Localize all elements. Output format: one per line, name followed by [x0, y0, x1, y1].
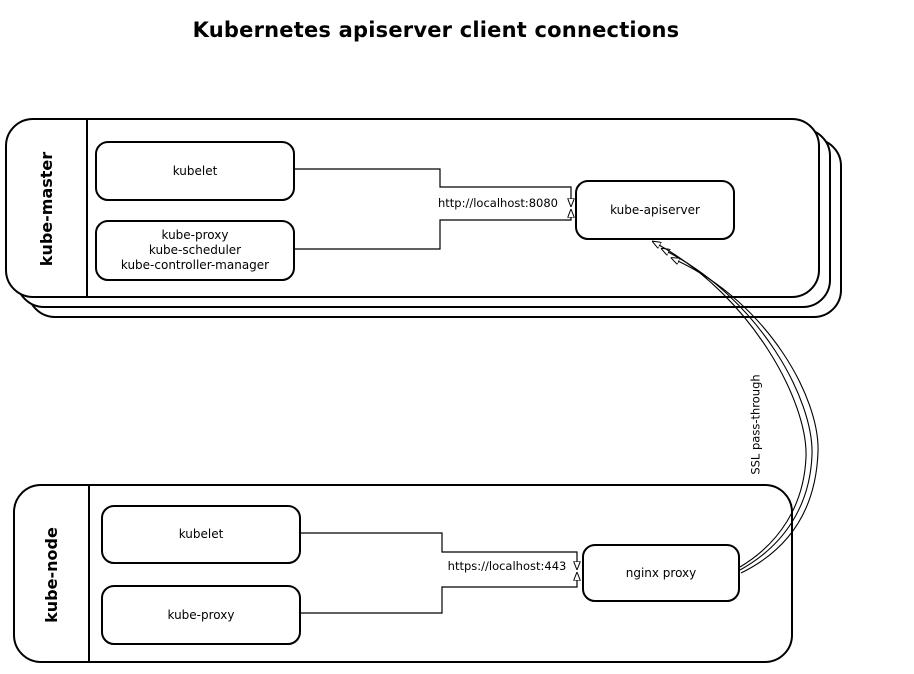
control-plane-line-2: kube-scheduler — [148, 243, 242, 257]
master-edge-label: http://localhost:8080 — [438, 196, 558, 210]
node-kube-proxy-label: kube-proxy — [167, 607, 235, 622]
node-group-label: kube-node — [42, 527, 61, 623]
master-group-label: kube-master — [37, 151, 56, 267]
master-control-plane-box — [95, 220, 295, 281]
control-plane-line-1: kube-proxy — [161, 228, 229, 242]
node-kubelet-label: kubelet — [178, 527, 224, 541]
diagram-title: Kubernetes apiserver client connections — [192, 18, 680, 42]
master-kubelet-label: kubelet — [172, 163, 218, 178]
control-plane-line-3: kube-controller-manager — [120, 258, 270, 272]
master-group-divider — [86, 120, 88, 296]
kube-apiserver-box — [575, 180, 735, 240]
node-kube-proxy-box — [101, 585, 301, 645]
nginx-proxy-label: nginx proxy — [625, 565, 697, 580]
kube-apiserver-label: kube-apiserver — [610, 202, 700, 217]
master-kubelet-box — [95, 141, 295, 201]
nginx-proxy-box — [582, 544, 740, 602]
node-edge-label: https://localhost:443 — [447, 559, 567, 573]
node-group-divider — [88, 486, 90, 661]
node-group — [13, 484, 793, 663]
ssl-edge-label: SSL pass-through — [748, 374, 763, 475]
node-kubelet-box — [101, 505, 301, 564]
